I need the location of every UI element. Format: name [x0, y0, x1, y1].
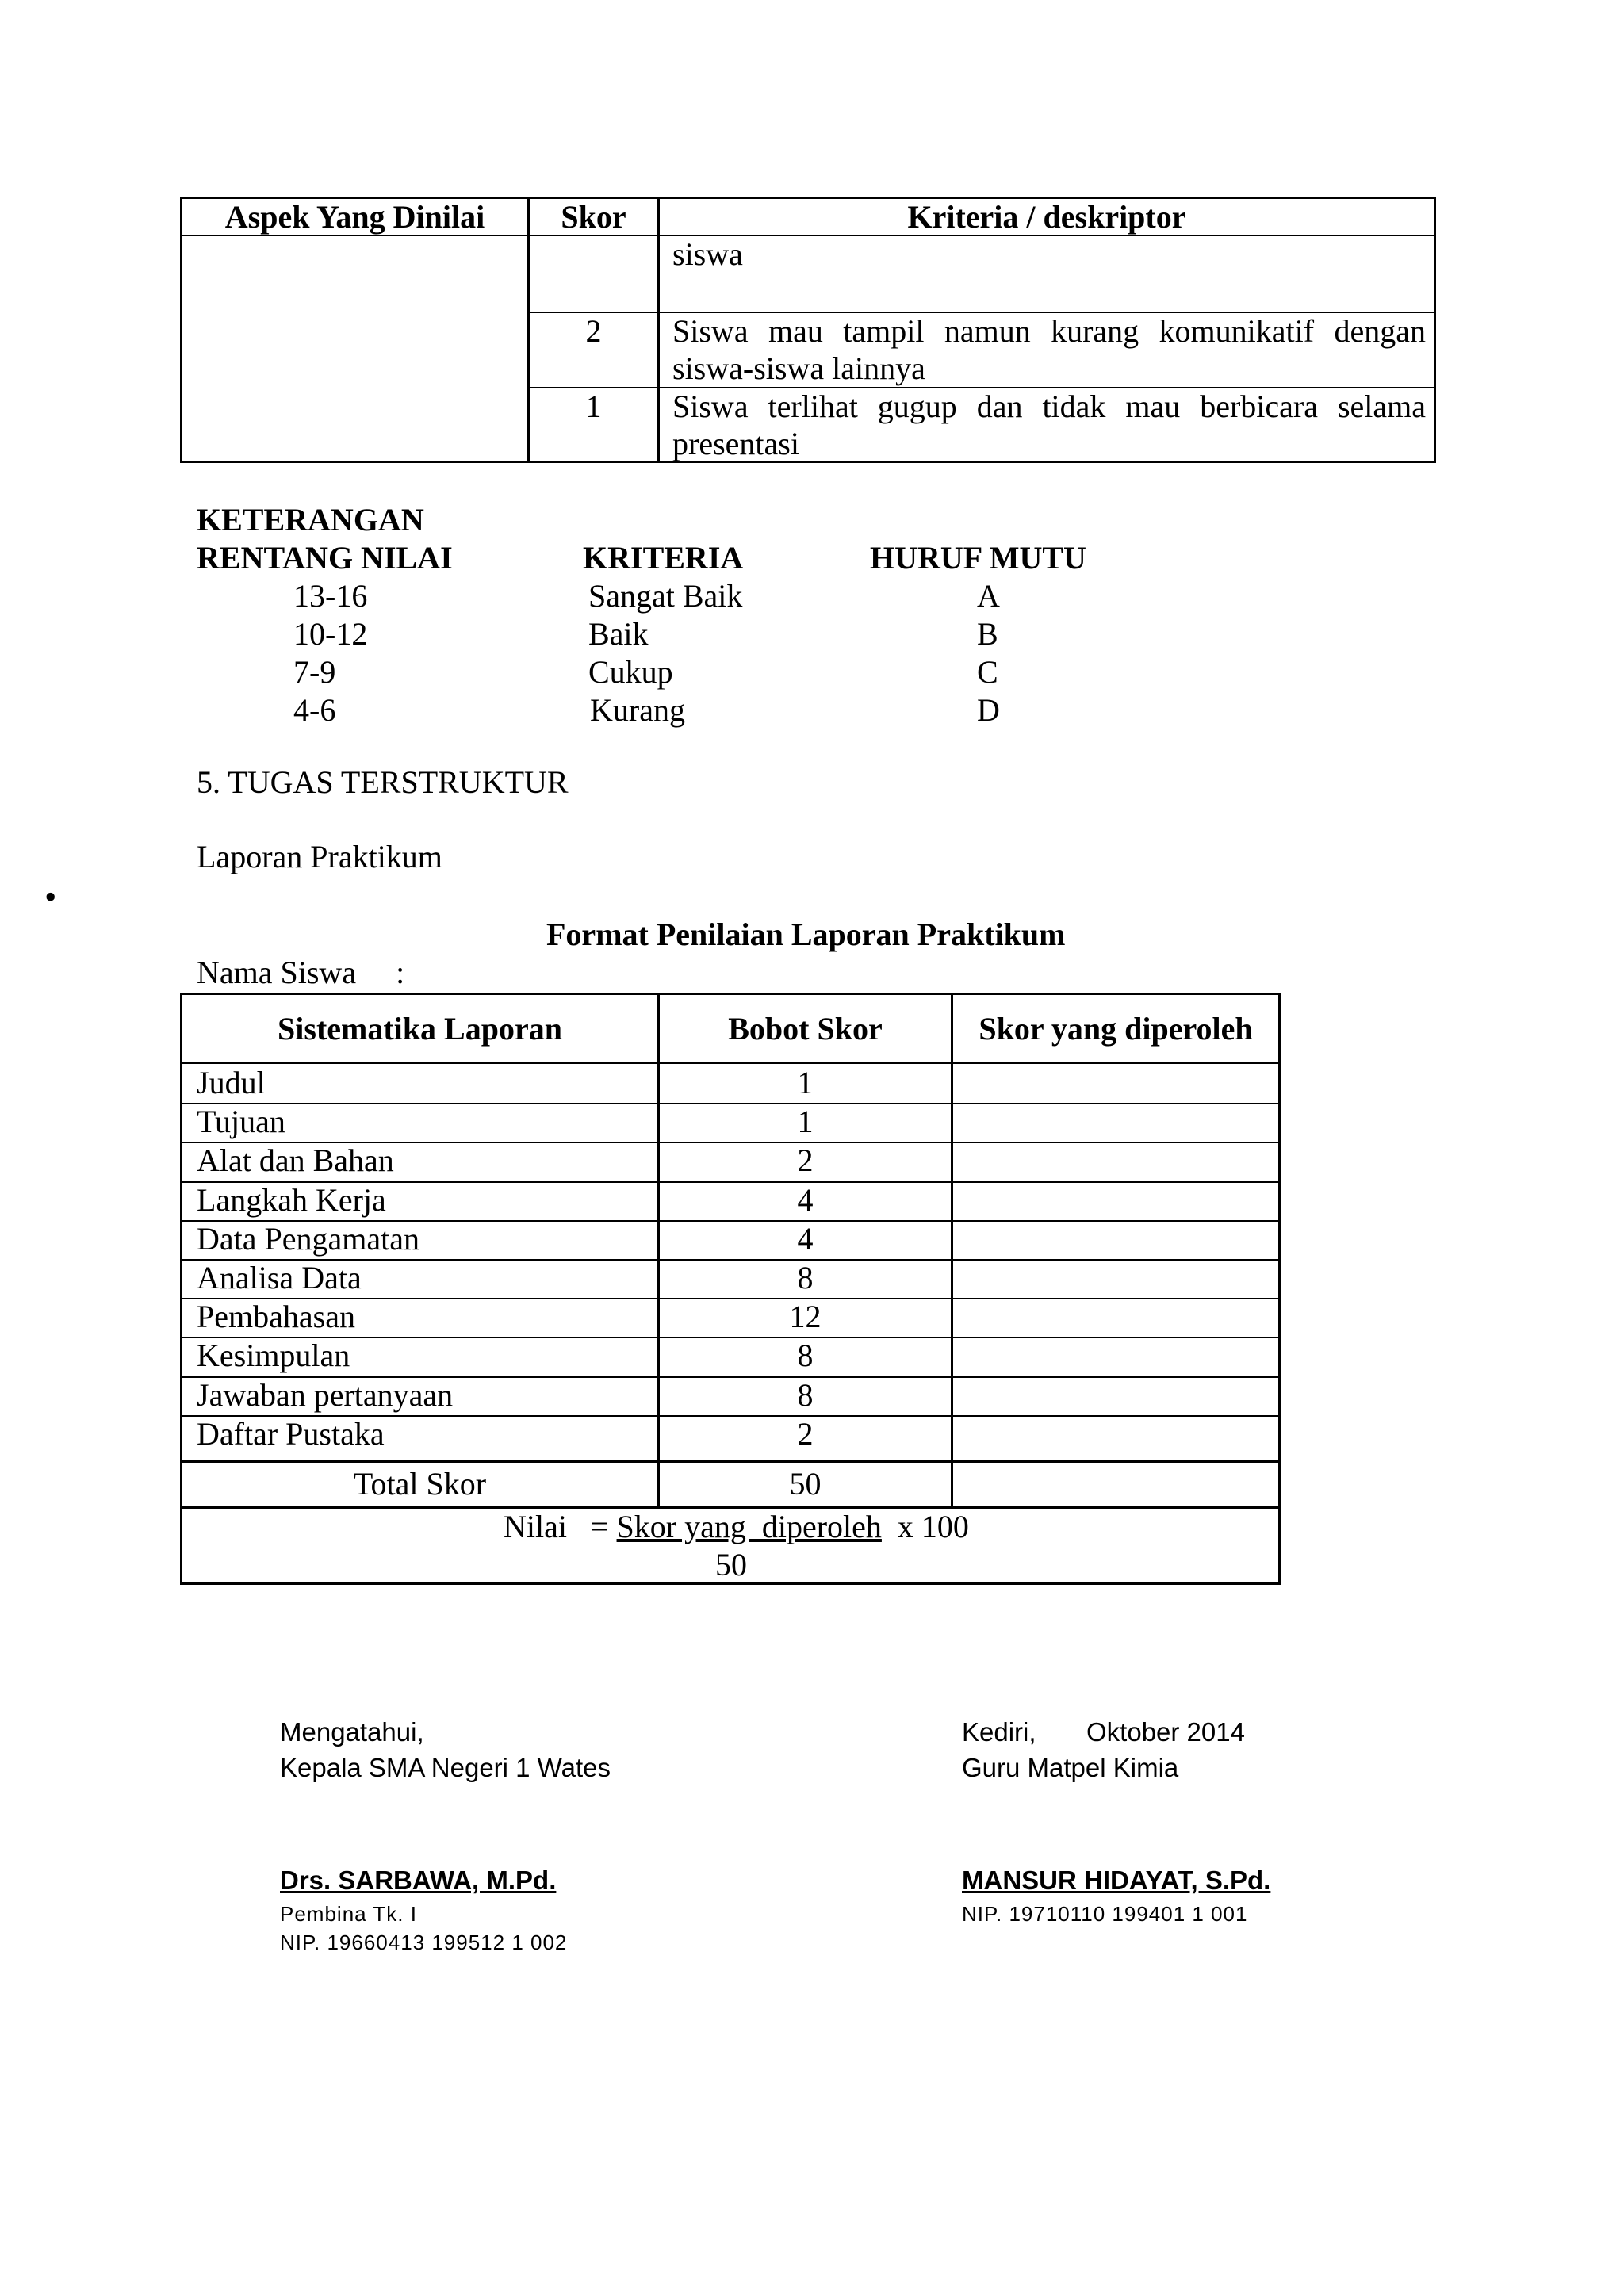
rubric-row2-skor: 2: [585, 313, 602, 349]
sig-left-name: Drs. SARBAWA, M.Pd.: [280, 1866, 557, 1895]
keterangan-kriteria-2: Baik: [588, 616, 649, 652]
report-row-bobot: 8: [797, 1337, 814, 1374]
nama-siswa-label: Nama Siswa :: [197, 955, 405, 990]
rubric-row1-kriteria: siswa: [672, 236, 743, 272]
report-col-divider-2: [951, 995, 953, 1509]
keterangan-huruf-2: B: [977, 616, 998, 652]
report-header-skor: Skor yang diperoleh: [979, 1011, 1253, 1047]
report-total-label: Total Skor: [353, 1466, 487, 1502]
report-row-bobot: 12: [789, 1299, 822, 1335]
keterangan-rentang-4: 4-6: [293, 692, 336, 728]
formula-denominator: 50: [715, 1547, 747, 1582]
keterangan-rentang-1: 13-16: [293, 578, 368, 614]
report-row-item: Judul: [197, 1065, 266, 1100]
report-row-item: Data Pengamatan: [197, 1220, 419, 1257]
report-total-value: 50: [789, 1466, 822, 1502]
keterangan-kriteria-1: Sangat Baik: [588, 578, 743, 614]
report-table: [180, 993, 1281, 1585]
report-row-bobot: 8: [797, 1376, 814, 1413]
rubric-row3-kriteria-line2: presentasi: [672, 426, 799, 461]
report-header-sistematika: Sistematika Laporan: [278, 1011, 562, 1047]
sig-right-place: Kediri,: [962, 1717, 1036, 1747]
report-total-top-divider: [182, 1460, 1278, 1463]
report-row-item: Daftar Pustaka: [197, 1415, 385, 1452]
report-row-item: Kesimpulan: [197, 1337, 350, 1374]
sig-right-date: Oktober 2014: [1086, 1717, 1245, 1747]
formula-numerator: Skor yang diperoleh: [616, 1509, 882, 1544]
keterangan-rentang-2: 10-12: [293, 616, 368, 652]
report-row-bobot: 4: [797, 1181, 814, 1218]
section-heading: 5. TUGAS TERSTRUKTUR: [197, 764, 569, 800]
sig-left-line2: Kepala SMA Negeri 1 Wates: [280, 1753, 611, 1782]
sig-right-nip: NIP. 19710110 199401 1 001: [962, 1902, 1248, 1926]
report-row-item: Tujuan: [197, 1104, 285, 1140]
report-row-item: Langkah Kerja: [197, 1181, 386, 1218]
rubric-header-aspek: Aspek Yang Dinilai: [224, 199, 485, 235]
keterangan-huruf-3: C: [977, 654, 998, 690]
keterangan-kriteria-4: Kurang: [590, 692, 685, 728]
keterangan-huruf-1: A: [977, 578, 1000, 614]
sig-left-line1: Mengatahui,: [280, 1717, 424, 1747]
sig-left-nip: NIP. 19660413 199512 1 002: [280, 1931, 568, 1954]
rubric-row3-kriteria-line1: Siswa terlihat gugup dan tidak mau berbicara selama: [672, 388, 1426, 424]
bullet-glyph: •: [44, 878, 57, 916]
keterangan-header-rentang: RENTANG NILAI: [197, 540, 453, 576]
rubric-header-skor: Skor: [561, 199, 626, 235]
report-row-item: Analisa Data: [197, 1260, 362, 1295]
report-formula: [504, 1508, 969, 1546]
report-row-bobot: 2: [797, 1415, 814, 1452]
keterangan-title: KETERANGAN: [197, 502, 424, 538]
report-row-item: Alat dan Bahan: [197, 1142, 394, 1179]
rubric-row2-kriteria-line2: siswa-siswa lainnya: [672, 350, 925, 386]
rubric-col-divider-2: [657, 199, 660, 461]
formula-prefix: Nilai =: [504, 1509, 617, 1544]
keterangan-huruf-4: D: [977, 692, 1000, 728]
sig-right-name: MANSUR HIDAYAT, S.Pd.: [962, 1866, 1271, 1895]
report-row-bobot: 1: [797, 1104, 814, 1140]
rubric-header-kriteria: Kriteria / deskriptor: [907, 199, 1186, 235]
keterangan-kriteria-3: Cukup: [588, 654, 673, 690]
report-row-bobot: 1: [797, 1065, 814, 1100]
report-header-bobot: Bobot Skor: [728, 1011, 883, 1047]
subheading: Laporan Praktikum: [197, 839, 442, 874]
rubric-table: [180, 197, 1436, 463]
rubric-row2-kriteria-line1: Siswa mau tampil namun kurang komunikatif dengan: [672, 313, 1426, 349]
keterangan-rentang-3: 7-9: [293, 654, 336, 690]
keterangan-header-kriteria: KRITERIA: [583, 540, 744, 576]
formula-suffix: x 100: [881, 1509, 969, 1544]
report-row-item: Jawaban pertanyaan: [197, 1376, 454, 1413]
sig-left-rank: Pembina Tk. I: [280, 1902, 417, 1926]
keterangan-header-huruf: HURUF MUTU: [870, 540, 1086, 576]
rubric-row3-skor: 1: [585, 388, 602, 424]
format-title: Format Penilaian Laporan Praktikum: [546, 916, 1066, 952]
report-row-bobot: 4: [797, 1220, 814, 1257]
report-row-bobot: 8: [797, 1260, 814, 1295]
report-row-bobot: 2: [797, 1142, 814, 1179]
report-row-item: Pembahasan: [197, 1299, 355, 1335]
sig-right-line2: Guru Matpel Kimia: [962, 1753, 1179, 1782]
